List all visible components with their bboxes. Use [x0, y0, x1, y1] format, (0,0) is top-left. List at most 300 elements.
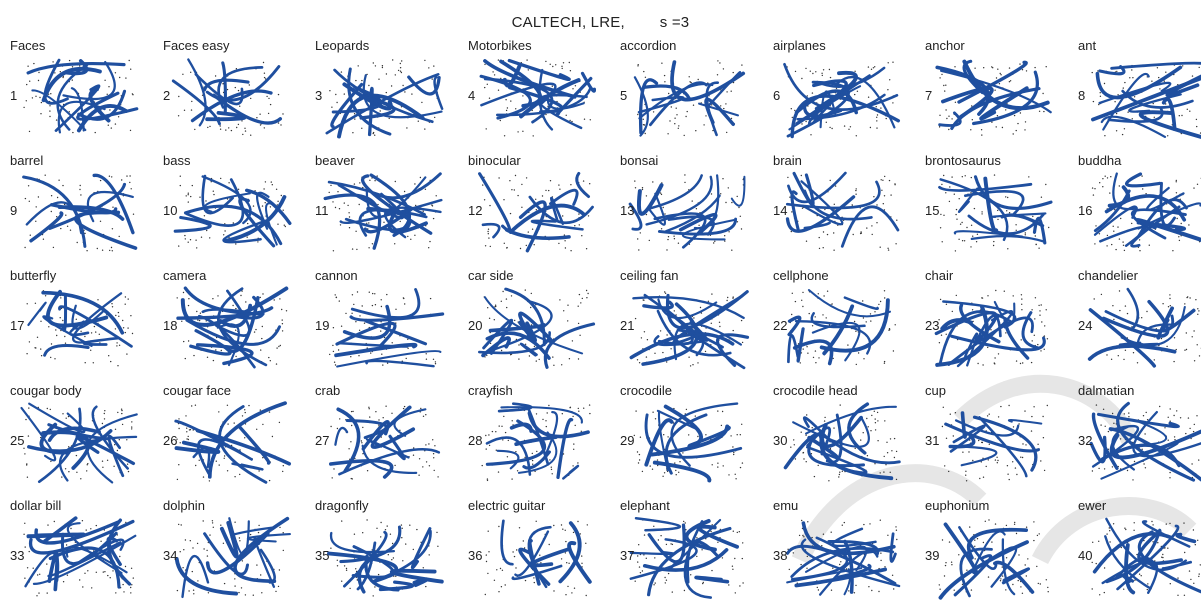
sketch-dot — [1098, 468, 1099, 469]
sketch-dot — [207, 127, 208, 128]
category-index: 37 — [620, 548, 634, 563]
sketch-dot — [1178, 236, 1179, 237]
sketch-dot — [358, 65, 359, 66]
sketch-dot — [965, 475, 966, 476]
sketch-dot — [264, 77, 265, 78]
sketch-dot — [1193, 330, 1194, 331]
sketch-dot — [723, 108, 724, 109]
sketch-dot — [983, 542, 984, 543]
sketch-dot — [977, 363, 978, 364]
sketch-dot — [1143, 415, 1144, 416]
sketch-dot — [876, 117, 877, 118]
sketch-dot — [115, 429, 116, 430]
sketch-dot — [589, 413, 590, 414]
sketch-dot — [425, 586, 426, 587]
sketch-dot — [939, 589, 940, 590]
sketch-dot — [880, 472, 881, 473]
sketch-dot — [1043, 437, 1044, 438]
sketch-dot — [373, 132, 374, 133]
sketch-dot — [728, 584, 729, 585]
sketch-dot — [1006, 557, 1007, 558]
sketch-dot — [249, 84, 250, 85]
sketch-dot — [886, 118, 887, 119]
category-sketch — [14, 512, 144, 604]
sketch-dot — [894, 457, 895, 458]
sketch-dot — [1026, 527, 1027, 528]
sketch-dot — [354, 534, 355, 535]
sketch-dot — [400, 63, 401, 64]
sketch-dot — [835, 185, 836, 186]
sketch-dot — [959, 198, 960, 199]
sketch-dot — [655, 582, 656, 583]
sketch-dot — [875, 429, 876, 430]
sketch-dot — [542, 419, 543, 420]
sketch-dot — [362, 305, 363, 306]
sketch-dot — [1158, 77, 1159, 78]
sketch-dot — [429, 241, 430, 242]
sketch-dot — [940, 227, 941, 228]
sketch-dot — [77, 242, 78, 243]
sketch-dot — [366, 519, 367, 520]
sketch-dot — [1159, 88, 1160, 89]
sketch-dot — [26, 464, 27, 465]
sketch-dot — [203, 476, 204, 477]
sketch-dot — [185, 238, 186, 239]
sketch-dot — [583, 180, 584, 181]
sketch-dot — [590, 119, 591, 120]
sketch-dot — [282, 323, 283, 324]
sketch-dot — [889, 180, 890, 181]
category-label: elephant — [620, 498, 670, 513]
sketch-dot — [528, 69, 529, 70]
sketch-dot — [877, 420, 878, 421]
category-label: brain — [773, 153, 802, 168]
sketch-dot — [264, 127, 265, 128]
sketch-dot — [339, 208, 340, 209]
sketch-dot — [943, 85, 944, 86]
sketch-dot — [995, 290, 996, 291]
sketch-dot — [84, 336, 85, 337]
sketch-dot — [717, 74, 718, 75]
sketch-dot — [217, 295, 218, 296]
sketch-dot — [831, 303, 832, 304]
sketch-dot — [378, 79, 379, 80]
category-label: accordion — [620, 38, 676, 53]
sketch-dot — [416, 529, 417, 530]
sketch-dot — [436, 195, 437, 196]
sketch-dot — [997, 219, 998, 220]
sketch-dot — [662, 476, 663, 477]
sketch-dot — [1176, 349, 1177, 350]
sketch-dot — [722, 557, 723, 558]
sketch-dot — [870, 127, 871, 128]
sketch-dot — [637, 359, 638, 360]
sketch-dot — [46, 563, 47, 564]
sketch-dot — [724, 240, 725, 241]
sketch-dot — [639, 454, 640, 455]
sketch-dot — [370, 352, 371, 353]
category-label: crab — [315, 383, 340, 398]
sketch-dot — [1142, 188, 1143, 189]
sketch-dot — [111, 127, 112, 128]
sketch-dot — [355, 80, 356, 81]
sketch-dot — [555, 64, 556, 65]
sketch-dot — [672, 591, 673, 592]
sketch-dot — [51, 343, 52, 344]
sketch-dot — [566, 115, 567, 116]
sketch-dot — [49, 105, 50, 106]
sketch-dot — [526, 245, 527, 246]
sketch-dot — [50, 409, 51, 410]
sketch-dot — [33, 63, 34, 64]
sketch-dot — [853, 234, 854, 235]
sketch-dot — [655, 418, 656, 419]
sketch-dot — [1044, 349, 1045, 350]
sketch-dot — [356, 249, 357, 250]
sketch-dot — [435, 361, 436, 362]
sketch-dot — [239, 474, 240, 475]
sketch-dot — [188, 436, 189, 437]
sketch-dot — [503, 199, 504, 200]
sketch-dot — [407, 348, 408, 349]
sketch-dot — [948, 116, 949, 117]
sketch-dot — [271, 181, 272, 182]
sketch-dot — [362, 532, 363, 533]
sketch-dot — [995, 459, 996, 460]
sketch-dot — [344, 202, 345, 203]
sketch-dot — [896, 220, 897, 221]
sketch-dot — [962, 240, 963, 241]
sketch-dot — [404, 91, 405, 92]
sketch-dot — [80, 185, 81, 186]
sketch-dot — [375, 65, 376, 66]
sketch-dot — [355, 321, 356, 322]
sketch-dot — [717, 410, 718, 411]
sketch-dot — [970, 129, 971, 130]
sketch-dot — [514, 189, 515, 190]
sketch-dot — [1154, 359, 1155, 360]
sketch-dot — [489, 445, 490, 446]
sketch-dot — [104, 80, 105, 81]
sketch-dot — [1028, 176, 1029, 177]
category-cell — [1068, 268, 1201, 380]
sketch-dot — [401, 537, 402, 538]
sketch-dot — [1009, 479, 1010, 480]
sketch-dot — [977, 538, 978, 539]
sketch-dot — [960, 224, 961, 225]
sketch-dot — [874, 463, 875, 464]
sketch-dot — [391, 559, 392, 560]
sketch-dot — [818, 357, 819, 358]
sketch-dot — [268, 357, 269, 358]
sketch-dot — [1196, 126, 1197, 127]
sketch-dot — [586, 248, 587, 249]
sketch-dot — [1169, 523, 1170, 524]
category-cell — [305, 268, 457, 380]
sketch-dot — [492, 431, 493, 432]
sketch-dot — [876, 106, 877, 107]
sketch-dot — [91, 587, 92, 588]
category-sketch — [624, 282, 754, 374]
sketch-dot — [494, 319, 495, 320]
sketch-dot — [1035, 244, 1036, 245]
sketch-dot — [875, 422, 876, 423]
sketch-dot — [989, 444, 990, 445]
category-sketch — [14, 167, 144, 259]
sketch-dot — [355, 568, 356, 569]
sketch-dot — [666, 361, 667, 362]
sketch-dot — [1026, 70, 1027, 71]
sketch-dot — [235, 330, 236, 331]
sketch-dot — [522, 131, 523, 132]
sketch-dot — [996, 77, 997, 78]
sketch-dot — [893, 350, 894, 351]
sketch-dot — [733, 72, 734, 73]
sketch-dot — [884, 195, 885, 196]
sketch-dot — [1048, 227, 1049, 228]
sketch-dot — [116, 342, 117, 343]
sketch-dot — [128, 471, 129, 472]
sketch-dot — [403, 297, 404, 298]
sketch-dot — [119, 77, 120, 78]
sketch-dot — [737, 434, 738, 435]
sketch-dot — [735, 478, 736, 479]
sketch-dot — [250, 534, 251, 535]
sketch-dot — [731, 118, 732, 119]
sketch-dot — [1039, 310, 1040, 311]
sketch-dot — [266, 96, 267, 97]
sketch-dot — [578, 306, 579, 307]
sketch-stroke — [1177, 535, 1194, 542]
category-cell — [153, 38, 305, 150]
sketch-dot — [402, 560, 403, 561]
sketch-dot — [666, 544, 667, 545]
sketch-dot — [945, 109, 946, 110]
sketch-dot — [276, 347, 277, 348]
sketch-dot — [972, 460, 973, 461]
sketch-dot — [993, 241, 994, 242]
sketch-dot — [23, 534, 24, 535]
sketch-dot — [805, 121, 806, 122]
sketch-dot — [806, 346, 807, 347]
sketch-dot — [48, 326, 49, 327]
sketch-dot — [1092, 588, 1093, 589]
sketch-dot — [1047, 338, 1048, 339]
sketch-dot — [368, 222, 369, 223]
sketch-dot — [815, 362, 816, 363]
sketch-dot — [983, 67, 984, 68]
sketch-dot — [283, 550, 284, 551]
sketch-dot — [195, 405, 196, 406]
sketch-dot — [951, 564, 952, 565]
sketch-dot — [869, 523, 870, 524]
sketch-dot — [1151, 81, 1152, 82]
sketch-dot — [1177, 218, 1178, 219]
sketch-dot — [66, 418, 67, 419]
sketch-dot — [115, 592, 116, 593]
sketch-dot — [381, 306, 382, 307]
sketch-dot — [498, 526, 499, 527]
sketch-dot — [1174, 439, 1175, 440]
category-index: 32 — [1078, 433, 1092, 448]
sketch-dot — [712, 464, 713, 465]
sketch-dot — [643, 299, 644, 300]
sketch-dot — [819, 248, 820, 249]
sketch-dot — [981, 134, 982, 135]
sketch-dot — [846, 568, 847, 569]
sketch-dot — [506, 298, 507, 299]
sketch-dot — [852, 204, 853, 205]
sketch-dot — [199, 460, 200, 461]
sketch-dot — [236, 68, 237, 69]
category-label: euphonium — [925, 498, 989, 513]
sketch-dot — [272, 436, 273, 437]
category-label: binocular — [468, 153, 521, 168]
sketch-dot — [131, 188, 132, 189]
sketch-dot — [800, 362, 801, 363]
sketch-dot — [863, 358, 864, 359]
sketch-dot — [51, 195, 52, 196]
sketch-dot — [487, 480, 488, 481]
sketch-dot — [991, 66, 992, 67]
sketch-dot — [1017, 123, 1018, 124]
sketch-dot — [270, 360, 271, 361]
sketch-dot — [653, 111, 654, 112]
sketch-dot — [390, 534, 391, 535]
sketch-dot — [484, 87, 485, 88]
sketch-dot — [964, 240, 965, 241]
sketch-dot — [806, 241, 807, 242]
sketch-dot — [678, 128, 679, 129]
sketch-dot — [528, 231, 529, 232]
sketch-dot — [67, 226, 68, 227]
sketch-dot — [380, 522, 381, 523]
sketch-dot — [333, 468, 334, 469]
sketch-dot — [347, 205, 348, 206]
sketch-dot — [643, 124, 644, 125]
sketch-dot — [942, 241, 943, 242]
sketch-dot — [827, 234, 828, 235]
sketch-dot — [276, 363, 277, 364]
category-cell — [305, 383, 457, 495]
sketch-dot — [498, 471, 499, 472]
sketch-dot — [896, 479, 897, 480]
sketch-dot — [29, 131, 30, 132]
sketch-stroke — [502, 521, 513, 564]
sketch-dot — [49, 110, 50, 111]
category-label: buddha — [1078, 153, 1121, 168]
sketch-dot — [1182, 65, 1183, 66]
sketch-dot — [335, 294, 336, 295]
sketch-dot — [562, 413, 563, 414]
sketch-dot — [496, 569, 497, 570]
category-index: 16 — [1078, 203, 1092, 218]
sketch-dot — [377, 175, 378, 176]
sketch-dot — [26, 353, 27, 354]
sketch-dot — [637, 451, 638, 452]
sketch-dot — [207, 555, 208, 556]
sketch-dot — [838, 476, 839, 477]
sketch-dot — [41, 102, 42, 103]
sketch-dot — [511, 478, 512, 479]
sketch-dot — [553, 365, 554, 366]
sketch-dot — [133, 214, 134, 215]
sketch-dot — [213, 194, 214, 195]
sketch-dot — [127, 464, 128, 465]
sketch-dot — [34, 347, 35, 348]
sketch-dot — [264, 73, 265, 74]
sketch-dot — [1119, 238, 1120, 239]
sketch-dot — [1012, 461, 1013, 462]
sketch-dot — [204, 215, 205, 216]
sketch-dot — [948, 129, 949, 130]
sketch-dot — [76, 472, 77, 473]
sketch-dot — [428, 67, 429, 68]
sketch-dot — [570, 70, 571, 71]
sketch-dot — [951, 562, 952, 563]
sketch-dot — [337, 428, 338, 429]
sketch-dot — [661, 228, 662, 229]
sketch-dot — [40, 113, 41, 114]
sketch-dot — [1107, 177, 1108, 178]
category-sketch — [14, 397, 144, 489]
sketch-dot — [711, 323, 712, 324]
sketch-dot — [882, 180, 883, 181]
sketch-dot — [844, 125, 845, 126]
sketch-dot — [419, 458, 420, 459]
sketch-stroke — [631, 552, 674, 554]
sketch-dot — [381, 299, 382, 300]
category-cell — [915, 38, 1067, 150]
sketch-dot — [86, 250, 87, 251]
sketch-dot — [1197, 184, 1198, 185]
sketch-dot — [961, 222, 962, 223]
sketch-dot — [47, 524, 48, 525]
category-cell — [305, 498, 457, 610]
sketch-dot — [1131, 69, 1132, 70]
category-index: 2 — [163, 88, 170, 103]
sketch-dot — [863, 317, 864, 318]
sketch-dot — [692, 200, 693, 201]
sketch-dot — [972, 119, 973, 120]
category-label: camera — [163, 268, 206, 283]
sketch-dot — [994, 90, 995, 91]
sketch-dot — [823, 534, 824, 535]
sketch-dot — [559, 189, 560, 190]
category-index: 22 — [773, 318, 787, 333]
sketch-dot — [829, 69, 830, 70]
sketch-dot — [664, 577, 665, 578]
sketch-dot — [188, 305, 189, 306]
sketch-stroke — [483, 224, 499, 237]
sketch-dot — [523, 540, 524, 541]
sketch-dot — [586, 297, 587, 298]
sketch-dot — [1141, 575, 1142, 576]
sketch-dot — [1139, 574, 1140, 575]
sketch-dot — [125, 332, 126, 333]
sketch-dot — [884, 456, 885, 457]
sketch-dot — [855, 331, 856, 332]
sketch-dot — [494, 74, 495, 75]
sketch-dot — [684, 135, 685, 136]
sketch-dot — [735, 474, 736, 475]
sketch-dot — [1186, 349, 1187, 350]
sketch-dot — [1024, 410, 1025, 411]
sketch-dot — [561, 66, 562, 67]
sketch-dot — [129, 182, 130, 183]
sketch-dot — [1173, 361, 1174, 362]
sketch-dot — [589, 404, 590, 405]
